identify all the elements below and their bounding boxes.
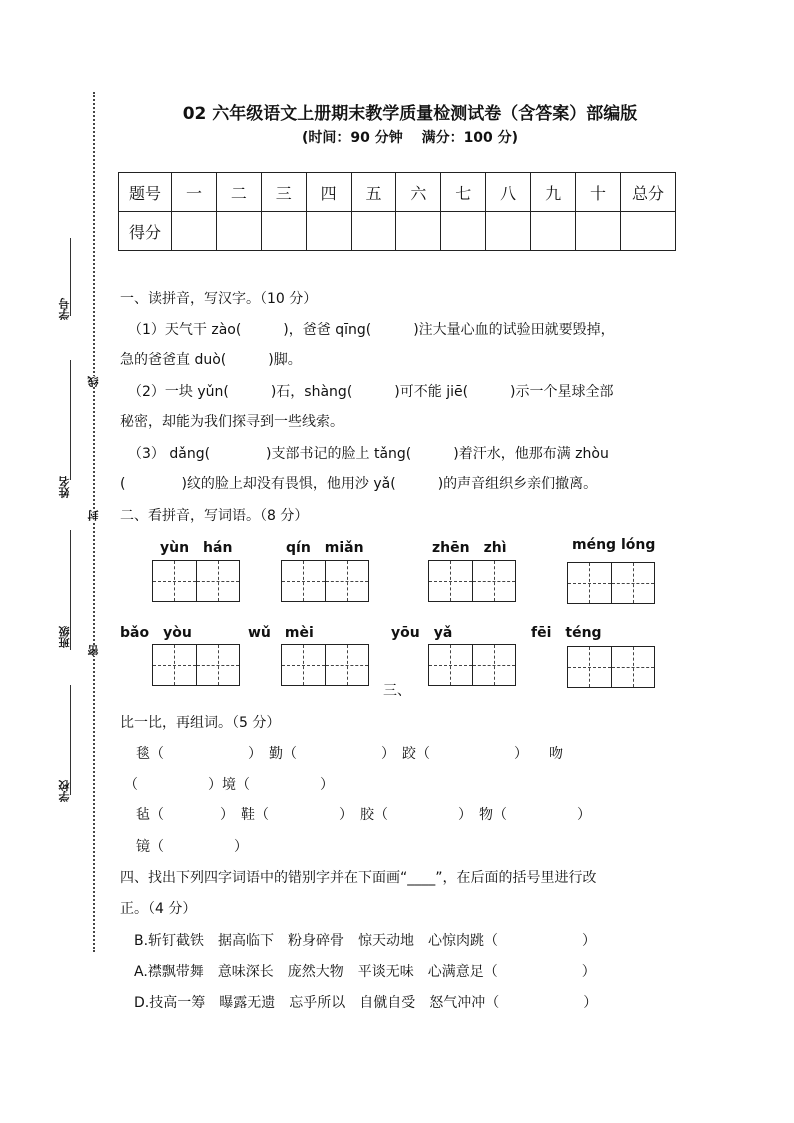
q3-heading: 比一比，再组词。（5 分） (120, 715, 281, 731)
seal-mark-xian: 线 (87, 376, 100, 387)
character-writing-box[interactable] (567, 646, 655, 688)
q2-pinyin: yōu yǎ (391, 625, 453, 641)
score-header-cell: 一 (172, 173, 217, 212)
q4-heading: 正。（4 分） (120, 901, 197, 917)
q1-line: （1）天气干 zào( )，爸爸 qīng( )注大量心血的试验田就要毁掉， (128, 322, 615, 338)
character-writing-box[interactable] (152, 560, 240, 602)
page-title: 02 六年级语文上册期末教学质量检测试卷（含答案）部编版 (182, 104, 638, 124)
score-header-cell: 四 (306, 173, 351, 212)
xingming-label: 姓名 (58, 476, 71, 498)
q2-pinyin: yùn hán (160, 540, 233, 556)
q1-line: （2）一块 yǔn( )石，shàng( )可不能 jiē( )示一个星球全部 (128, 384, 614, 400)
score-header-cell: 六 (396, 173, 441, 212)
character-writing-box[interactable] (281, 644, 369, 686)
character-writing-box[interactable] (281, 560, 369, 602)
q4-option-a: A.襟飘带舞 意味深长 庞然大物 平谈无味 心满意足（ ） (134, 964, 596, 980)
q4-option-b: B.斩钉截铁 据高临下 粉身碎骨 惊天动地 心惊肉跳（ ） (134, 933, 597, 949)
score-header-cell: 三 (261, 173, 306, 212)
q1-line: ( )纹的脸上却没有畏惧，他用沙 yǎ( )的声音组织乡亲们撤离。 (120, 476, 598, 492)
q2-pinyin: méng lóng (572, 537, 656, 553)
q2-pinyin: bǎo yòu (120, 625, 192, 641)
score-input-cell[interactable] (172, 212, 217, 251)
q2-pinyin: wǔ mèi (248, 625, 314, 641)
seal-mark-feng: 封 (87, 510, 100, 521)
character-writing-box[interactable] (428, 644, 516, 686)
score-table (118, 172, 676, 251)
score-header-cell: 二 (216, 173, 261, 212)
score-header-cell: 九 (531, 173, 576, 212)
q2-pinyin: qín miǎn (286, 540, 364, 556)
xingming-blank-line (70, 360, 71, 480)
character-writing-box[interactable] (152, 644, 240, 686)
binding-dotted-line (93, 92, 95, 952)
score-input-cell[interactable] (396, 212, 441, 251)
q3-line: 毡（ ） 鞋（ ） 胶（ ） 物（ ） (136, 807, 591, 823)
score-header-cell: 七 (441, 173, 486, 212)
score-input-cell[interactable] (621, 212, 676, 251)
score-input-cell[interactable] (351, 212, 396, 251)
q1-line: 秘密，却能为我们探寻到一些线索。 (120, 414, 344, 430)
q1-line: （3） dǎng( )支部书记的脸上 tǎng( )着汗水，他那布满 zhòu (128, 446, 609, 462)
score-header-cell: 总分 (621, 173, 676, 212)
q1-line: 急的爸爸直 duò( )脚。 (120, 352, 302, 368)
banji-label: 班级 (58, 626, 71, 648)
score-input-cell[interactable] (441, 212, 486, 251)
score-row-label: 得分 (119, 212, 172, 251)
score-table-score-row (119, 212, 676, 251)
character-writing-box[interactable] (428, 560, 516, 602)
score-input-cell[interactable] (216, 212, 261, 251)
q2-pinyin: zhēn zhì (432, 540, 507, 556)
score-table-header-row (119, 173, 676, 212)
score-input-cell[interactable] (261, 212, 306, 251)
score-input-cell[interactable] (531, 212, 576, 251)
score-header-cell: 题号 (119, 173, 172, 212)
score-header-cell: 五 (351, 173, 396, 212)
xuehao-label: 学号 (58, 298, 71, 320)
q1-heading: 一、读拼音，写汉字。（10 分） (120, 291, 318, 307)
q4-option-d: D.技高一筹 曝露无遗 忘乎所以 自僦自受 怒气冲冲（ ） (134, 995, 598, 1011)
q3-number: 三、 (383, 683, 411, 699)
score-input-cell[interactable] (576, 212, 621, 251)
q2-heading: 二、看拼音，写词语。（8 分） (120, 508, 309, 524)
score-input-cell[interactable] (486, 212, 531, 251)
q3-line: （ ）境（ ） (124, 777, 334, 793)
seal-mark-mi: 密 (87, 645, 100, 656)
q2-pinyin: fēi téng (531, 625, 602, 641)
character-writing-box[interactable] (567, 562, 655, 604)
score-header-cell: 八 (486, 173, 531, 212)
q3-line: 毯（ ） 勤（ ） 跤（ ） 吻 (136, 746, 563, 762)
q4-heading: 四、找出下列四字词语中的错别字并在下面画“____”，在后面的括号里进行改 (120, 870, 597, 886)
q3-line: 镜（ ） (136, 839, 248, 855)
score-header-cell: 十 (576, 173, 621, 212)
xuexiao-label: 学校 (58, 780, 71, 802)
exam-time-and-score: (时间：90 分钟 满分：100 分) (301, 130, 519, 146)
score-input-cell[interactable] (306, 212, 351, 251)
xuexiao-blank-line (70, 685, 71, 795)
